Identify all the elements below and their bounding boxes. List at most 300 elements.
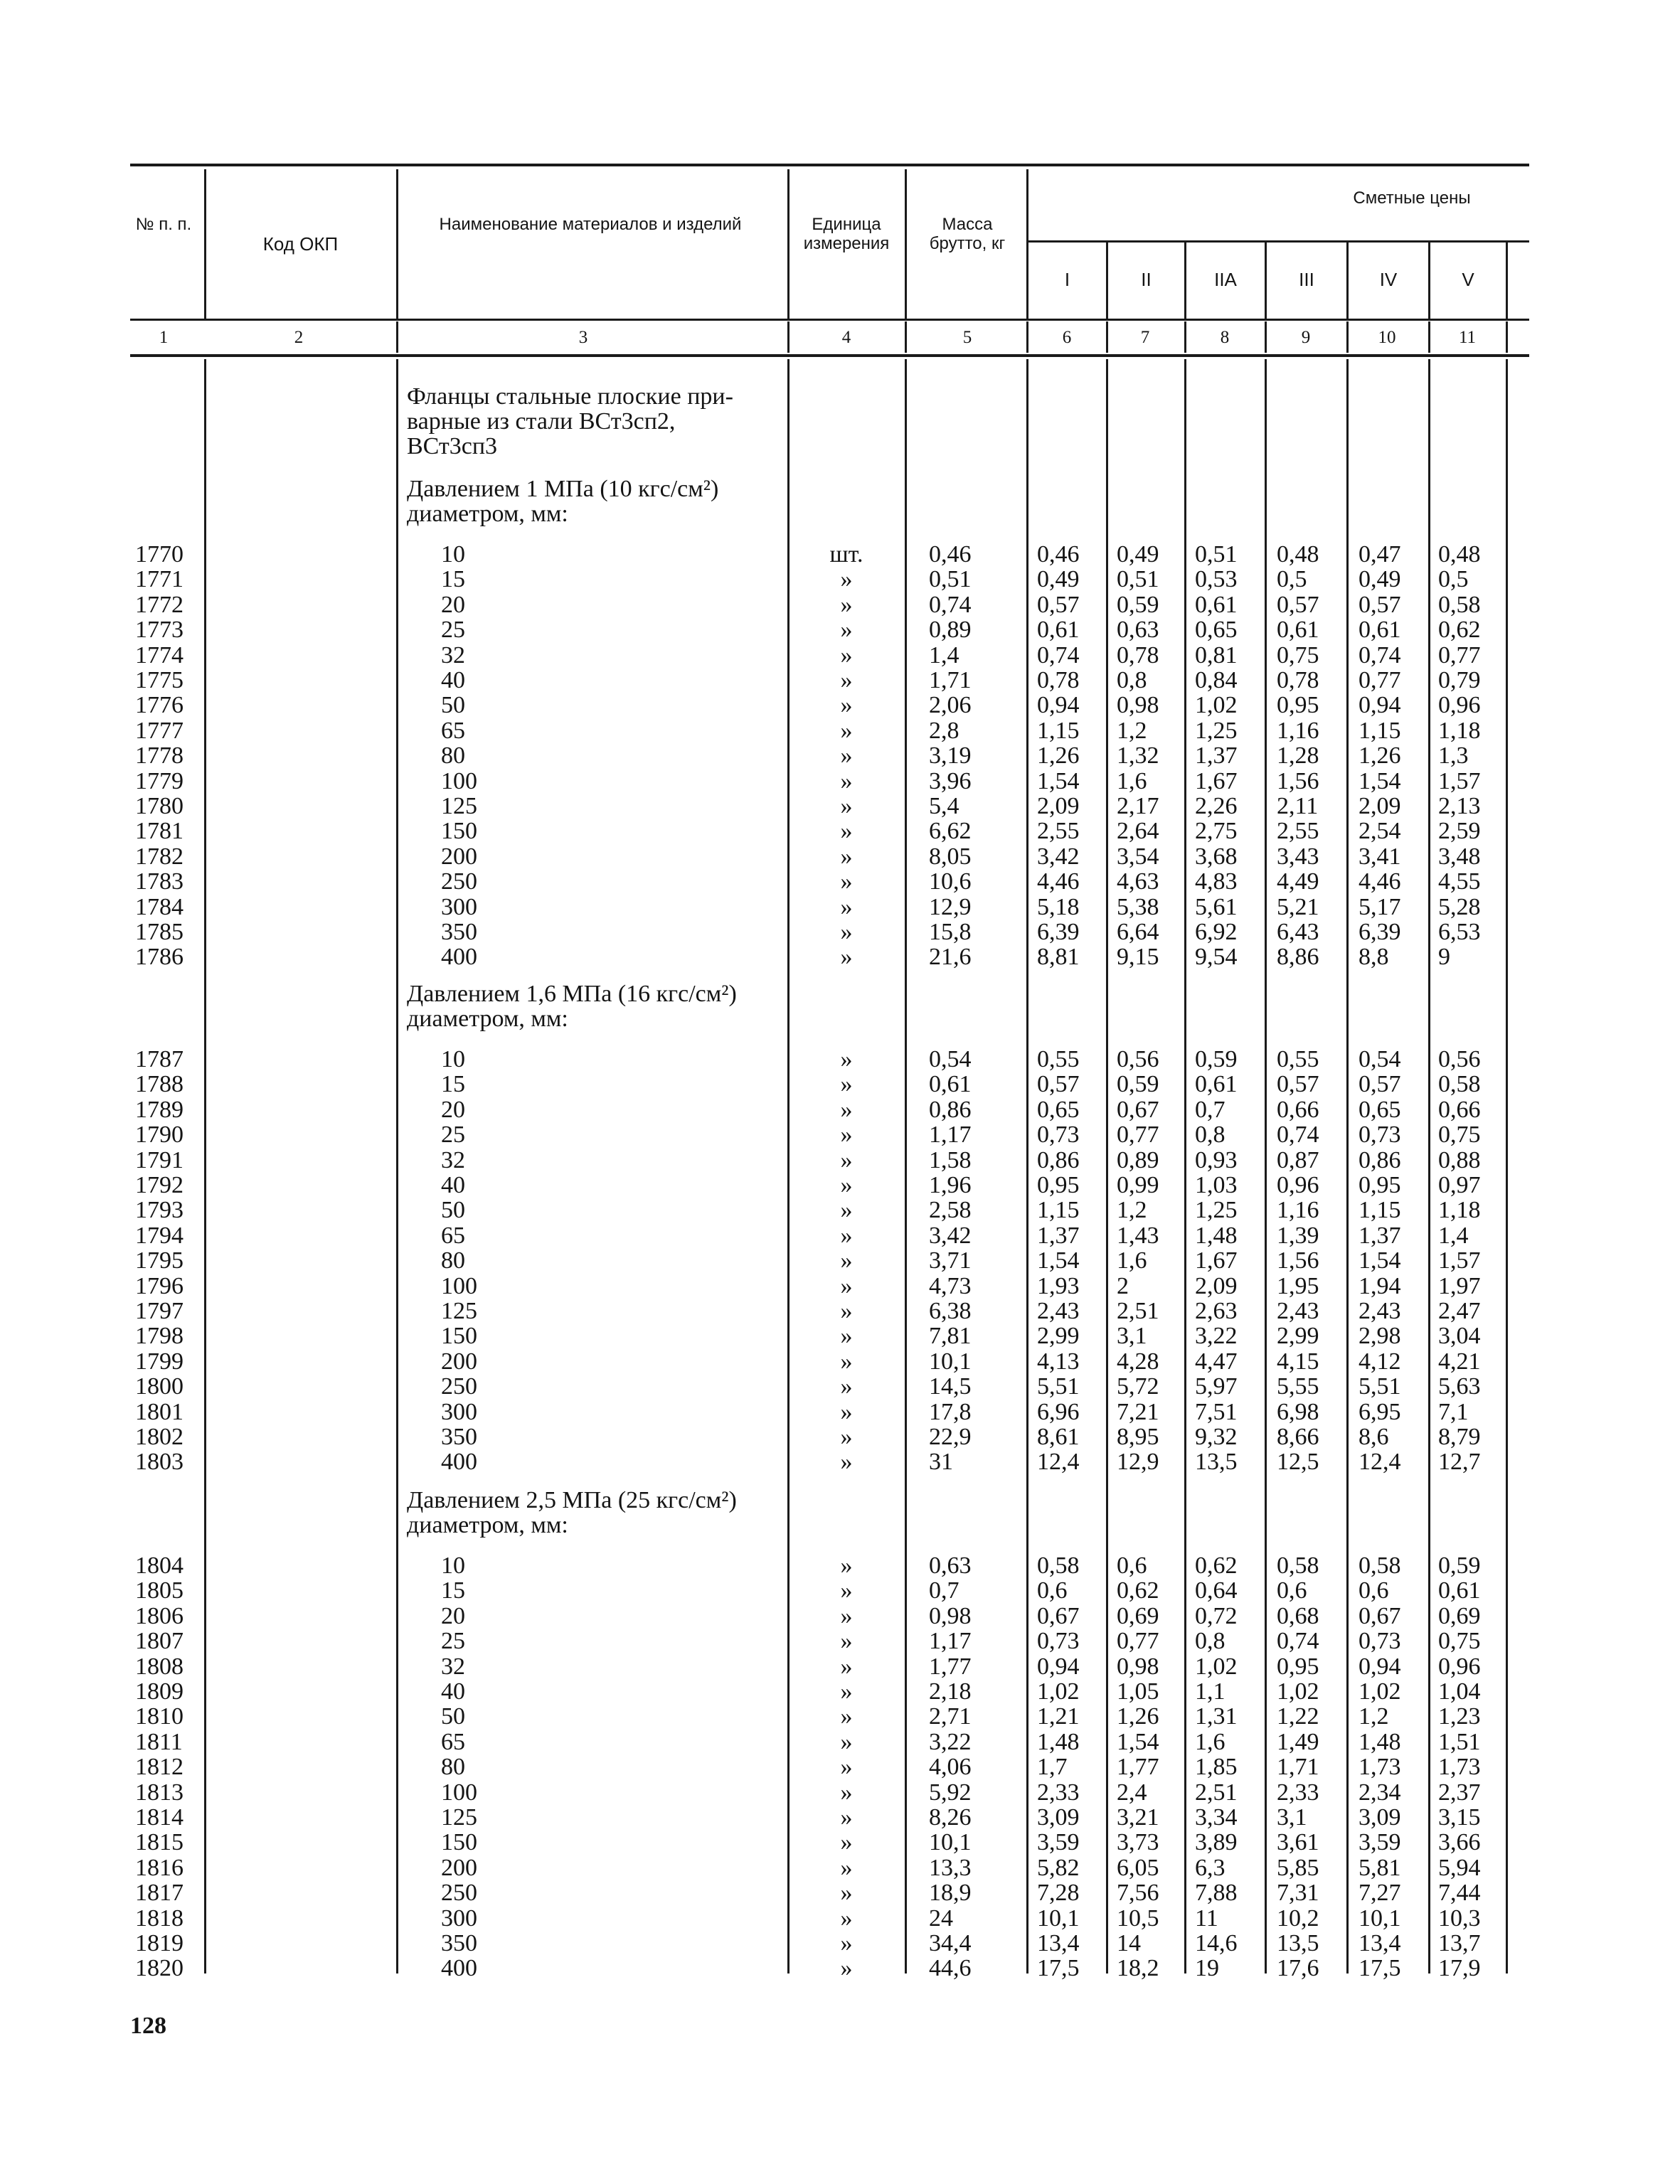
price-zone-II: 1,05 — [1117, 1678, 1159, 1705]
price-zone-II: 0,77 — [1117, 1628, 1159, 1655]
price-zone-IIA: 2,09 — [1195, 1272, 1238, 1299]
price-zone-IIA: 1,6 — [1195, 1728, 1226, 1755]
mass-gross: 2,06 — [929, 692, 972, 719]
price-zone-IIA: 0,93 — [1195, 1146, 1238, 1173]
price-zone-IIA: 2,51 — [1195, 1779, 1238, 1806]
price-zone-III: 3,61 — [1277, 1829, 1319, 1856]
row-number: 1820 — [135, 1955, 184, 1982]
diameter: 250 — [441, 1373, 477, 1400]
diameter: 150 — [441, 1829, 477, 1856]
unit: » — [840, 944, 853, 971]
price-zone-V: 1,4 — [1438, 1222, 1469, 1249]
diameter: 125 — [441, 1298, 477, 1324]
price-zone-IV: 1,94 — [1359, 1272, 1401, 1299]
diameter: 300 — [441, 1905, 477, 1932]
column-number: 10 — [1378, 328, 1396, 347]
colnum-divider — [1346, 321, 1349, 353]
price-zone-V: 1,3 — [1438, 742, 1469, 769]
mass-gross: 2,8 — [929, 717, 959, 744]
price-zone-IIA: 0,53 — [1195, 566, 1238, 593]
diameter: 200 — [441, 1348, 477, 1375]
unit: » — [840, 1096, 853, 1123]
price-zone-III: 0,48 — [1277, 541, 1319, 568]
price-zone-IV: 2,34 — [1359, 1779, 1401, 1806]
diameter: 400 — [441, 944, 477, 971]
row-number: 1786 — [135, 944, 184, 971]
price-zone-IIA: 4,83 — [1195, 868, 1238, 895]
diameter: 200 — [441, 843, 477, 870]
colnum-divider — [396, 321, 398, 353]
diameter: 150 — [441, 818, 477, 845]
body-divider — [1184, 359, 1186, 1973]
price-zone-I: 5,51 — [1037, 1373, 1080, 1400]
price-zone-V: 0,48 — [1438, 541, 1481, 568]
diameter: 25 — [441, 1628, 465, 1655]
page-number: 128 — [130, 2013, 166, 2039]
price-zone-III: 0,87 — [1277, 1146, 1319, 1173]
mass-gross: 3,71 — [929, 1247, 972, 1274]
price-zone-V: 7,44 — [1438, 1880, 1481, 1907]
price-zone-II: 0,98 — [1117, 692, 1159, 719]
unit: » — [840, 1703, 853, 1730]
price-zone-III: 0,78 — [1277, 667, 1319, 693]
unit: шт. — [829, 541, 863, 568]
diameter: 350 — [441, 919, 477, 945]
row-number: 1798 — [135, 1323, 184, 1350]
price-zone-V: 0,77 — [1438, 641, 1481, 668]
price-zone-II: 0,51 — [1117, 566, 1159, 593]
row-number: 1789 — [135, 1096, 184, 1123]
price-zone-V: 0,5 — [1438, 566, 1469, 593]
header-divider — [1026, 169, 1028, 319]
unit: » — [840, 893, 853, 920]
price-zone-II: 0,59 — [1117, 591, 1159, 618]
unit: » — [840, 1854, 853, 1881]
unit: » — [840, 1222, 853, 1249]
row-number: 1776 — [135, 692, 184, 719]
price-zone-II: 0,62 — [1117, 1577, 1159, 1604]
price-zone-V: 3,66 — [1438, 1829, 1481, 1856]
price-zone-III: 5,85 — [1277, 1854, 1319, 1881]
unit: » — [840, 1880, 853, 1907]
mass-gross: 3,42 — [929, 1222, 972, 1249]
row-number: 1781 — [135, 818, 184, 845]
price-zone-I: 13,4 — [1037, 1930, 1080, 1956]
price-zone-I: 0,94 — [1037, 1653, 1080, 1680]
price-zone-II: 5,38 — [1117, 893, 1159, 920]
mass-gross: 5,4 — [929, 793, 959, 819]
price-zone-II: 7,56 — [1117, 1880, 1159, 1907]
price-zone-III: 0,5 — [1277, 566, 1307, 593]
price-zone-IIA: 1,25 — [1195, 717, 1238, 744]
price-zone-II: 2,4 — [1117, 1779, 1147, 1806]
price-zone-III: 0,68 — [1277, 1602, 1319, 1629]
column-number: 8 — [1220, 328, 1230, 347]
diameter: 100 — [441, 1272, 477, 1299]
price-zone-III: 0,95 — [1277, 692, 1319, 719]
mass-gross: 1,77 — [929, 1653, 972, 1680]
price-zone-III: 12,5 — [1277, 1449, 1319, 1476]
price-zone-IV: 12,4 — [1359, 1449, 1401, 1476]
row-number: 1812 — [135, 1754, 184, 1781]
price-zone-II: 3,73 — [1117, 1829, 1159, 1856]
colnum-divider — [1026, 321, 1028, 353]
mass-gross: 10,1 — [929, 1829, 972, 1856]
price-zone-IV: 6,39 — [1359, 919, 1401, 945]
price-zone-V: 5,63 — [1438, 1373, 1481, 1400]
price-zone-III: 0,57 — [1277, 591, 1319, 618]
price-zone-III: 7,31 — [1277, 1880, 1319, 1907]
price-zone-IIA: 6,92 — [1195, 919, 1238, 945]
price-zone-I: 0,94 — [1037, 692, 1080, 719]
diameter: 15 — [441, 1071, 465, 1098]
price-zone-IV: 4,46 — [1359, 868, 1401, 895]
price-zone-III: 1,16 — [1277, 1197, 1319, 1224]
price-zone-V: 9 — [1438, 944, 1450, 971]
section-heading: Давлением 2,5 МПа (25 кгс/см²) — [407, 1487, 737, 1513]
price-zone-IIA: 0,59 — [1195, 1046, 1238, 1072]
price-zone-V: 17,9 — [1438, 1955, 1481, 1982]
price-zone-I: 0,49 — [1037, 566, 1080, 593]
price-zone-V: 4,55 — [1438, 868, 1481, 895]
price-zone-III: 6,43 — [1277, 919, 1319, 945]
price-zone-IV: 5,51 — [1359, 1373, 1401, 1400]
diameter: 20 — [441, 591, 465, 618]
row-number: 1787 — [135, 1046, 184, 1072]
mass-gross: 2,58 — [929, 1197, 972, 1224]
unit: » — [840, 1955, 853, 1982]
price-zone-V: 1,04 — [1438, 1678, 1481, 1705]
row-number: 1807 — [135, 1628, 184, 1655]
column-number: 11 — [1458, 328, 1477, 347]
header-mass: Масса брутто, кг — [929, 215, 1006, 253]
mass-gross: 10,1 — [929, 1348, 972, 1375]
price-zone-IV: 0,65 — [1359, 1096, 1401, 1123]
price-zone-III: 4,49 — [1277, 868, 1319, 895]
price-zone-V: 0,61 — [1438, 1577, 1481, 1604]
body-divider — [1346, 359, 1349, 1973]
diameter: 100 — [441, 1779, 477, 1806]
price-zone-I: 1,54 — [1037, 1247, 1080, 1274]
diameter: 50 — [441, 1703, 465, 1730]
price-zone-IV: 0,58 — [1359, 1552, 1401, 1579]
price-zone-II: 0,6 — [1117, 1552, 1147, 1579]
price-zone-II: 5,72 — [1117, 1373, 1159, 1400]
price-zone-III: 2,99 — [1277, 1323, 1319, 1350]
price-zone-III: 0,58 — [1277, 1552, 1319, 1579]
diameter: 15 — [441, 566, 465, 593]
row-number: 1817 — [135, 1880, 184, 1907]
mass-gross: 7,81 — [929, 1323, 972, 1350]
mass-gross: 0,63 — [929, 1552, 972, 1579]
price-zone-III: 0,74 — [1277, 1628, 1319, 1655]
mass-gross: 1,96 — [929, 1172, 972, 1198]
unit: » — [840, 667, 853, 693]
price-zone-IIA: 2,26 — [1195, 793, 1238, 819]
unit: » — [840, 1146, 853, 1173]
header-unit: Единица измерения — [803, 215, 890, 253]
price-zone-III: 10,2 — [1277, 1905, 1319, 1932]
row-number: 1797 — [135, 1298, 184, 1324]
price-zone-V: 0,75 — [1438, 1628, 1481, 1655]
price-zone-V: 0,79 — [1438, 667, 1481, 693]
row-number: 1796 — [135, 1272, 184, 1299]
price-zone-IV: 3,09 — [1359, 1804, 1401, 1831]
price-zone-IIA: 13,5 — [1195, 1449, 1238, 1476]
price-zone-I: 1,37 — [1037, 1222, 1080, 1249]
price-zone-I: 1,7 — [1037, 1754, 1068, 1781]
unit: » — [840, 818, 853, 845]
price-zone-IIA: 7,88 — [1195, 1880, 1238, 1907]
unit: » — [840, 1046, 853, 1072]
price-zone-IV: 0,94 — [1359, 692, 1401, 719]
price-zone-II: 1,6 — [1117, 1247, 1147, 1274]
row-number: 1808 — [135, 1653, 184, 1680]
price-zone-V: 1,23 — [1438, 1703, 1481, 1730]
price-zone-I: 1,02 — [1037, 1678, 1080, 1705]
mass-gross: 44,6 — [929, 1955, 972, 1982]
price-zone-IIA: 5,97 — [1195, 1373, 1238, 1400]
price-zone-IV: 4,12 — [1359, 1348, 1401, 1375]
price-zone-III: 8,66 — [1277, 1424, 1319, 1450]
group-header-rule — [1026, 240, 1529, 243]
diameter: 200 — [441, 1854, 477, 1881]
row-number: 1815 — [135, 1829, 184, 1856]
price-zone-IV: 1,15 — [1359, 717, 1401, 744]
price-zone-III: 2,55 — [1277, 818, 1319, 845]
colnum-divider — [1265, 321, 1267, 353]
price-zone-IIA: 1,1 — [1195, 1678, 1226, 1705]
unit: » — [840, 1930, 853, 1956]
price-zone-V: 1,57 — [1438, 767, 1481, 794]
price-zone-I: 2,99 — [1037, 1323, 1080, 1350]
colnum-divider — [787, 321, 790, 353]
price-zone-IV: 0,61 — [1359, 617, 1401, 644]
unit: » — [840, 591, 853, 618]
zone-header: I — [1064, 269, 1070, 290]
mass-gross: 21,6 — [929, 944, 972, 971]
zone-header: IIА — [1214, 269, 1237, 290]
price-zone-II: 0,59 — [1117, 1071, 1159, 1098]
price-zone-V: 1,51 — [1438, 1728, 1481, 1755]
mass-gross: 0,54 — [929, 1046, 972, 1072]
price-zone-I: 7,28 — [1037, 1880, 1080, 1907]
column-number: 7 — [1140, 328, 1150, 347]
diameter: 25 — [441, 1122, 465, 1149]
price-zone-III: 5,21 — [1277, 893, 1319, 920]
price-zone-V: 0,97 — [1438, 1172, 1481, 1198]
diameter: 10 — [441, 1552, 465, 1579]
price-zone-III: 0,55 — [1277, 1046, 1319, 1072]
unit: » — [840, 1829, 853, 1856]
row-number: 1777 — [135, 717, 184, 744]
diameter: 40 — [441, 1172, 465, 1198]
price-zone-IV: 5,17 — [1359, 893, 1401, 920]
price-zone-IV: 2,43 — [1359, 1298, 1401, 1324]
row-number: 1805 — [135, 1577, 184, 1604]
price-zone-I: 8,61 — [1037, 1424, 1080, 1450]
price-zone-V: 10,3 — [1438, 1905, 1481, 1932]
price-zone-I: 2,33 — [1037, 1779, 1080, 1806]
column-number: 2 — [294, 328, 304, 347]
price-zone-I: 0,67 — [1037, 1602, 1080, 1629]
price-zone-V: 0,56 — [1438, 1046, 1481, 1072]
price-zone-IV: 0,54 — [1359, 1046, 1401, 1072]
row-number: 1772 — [135, 591, 184, 618]
price-zone-V: 0,58 — [1438, 591, 1481, 618]
price-zone-II: 10,5 — [1117, 1905, 1159, 1932]
price-zone-V: 12,7 — [1438, 1449, 1481, 1476]
mass-gross: 0,86 — [929, 1096, 972, 1123]
section-heading: диаметром, мм: — [407, 1512, 568, 1538]
body-divider — [905, 359, 907, 1973]
price-zone-IIA: 3,89 — [1195, 1829, 1238, 1856]
price-zone-III: 8,86 — [1277, 944, 1319, 971]
price-zone-IIA: 0,64 — [1195, 1577, 1238, 1604]
unit: » — [840, 1122, 853, 1149]
unit: » — [840, 1197, 853, 1224]
unit: » — [840, 1247, 853, 1274]
unit: » — [840, 717, 853, 744]
price-zone-V: 0,69 — [1438, 1602, 1481, 1629]
mass-gross: 34,4 — [929, 1930, 972, 1956]
price-zone-IV: 5,81 — [1359, 1854, 1401, 1881]
mass-gross: 2,71 — [929, 1703, 972, 1730]
price-zone-I: 1,21 — [1037, 1703, 1080, 1730]
price-zone-V: 0,88 — [1438, 1146, 1481, 1173]
price-zone-V: 2,13 — [1438, 793, 1481, 819]
mass-gross: 1,58 — [929, 1146, 972, 1173]
row-number: 1782 — [135, 843, 184, 870]
row-number: 1816 — [135, 1854, 184, 1881]
price-zone-II: 0,89 — [1117, 1146, 1159, 1173]
price-zone-IV: 0,94 — [1359, 1653, 1401, 1680]
price-zone-I: 1,93 — [1037, 1272, 1080, 1299]
price-zone-IIA: 5,61 — [1195, 893, 1238, 920]
price-zone-I: 0,55 — [1037, 1046, 1080, 1072]
price-zone-V: 1,97 — [1438, 1272, 1481, 1299]
row-number: 1791 — [135, 1146, 184, 1173]
colnum-divider — [1428, 321, 1430, 353]
price-zone-II: 1,2 — [1117, 717, 1147, 744]
diameter: 250 — [441, 868, 477, 895]
price-zone-V: 5,94 — [1438, 1854, 1481, 1881]
unit: » — [840, 692, 853, 719]
price-zone-III: 0,6 — [1277, 1577, 1307, 1604]
price-zone-IIA: 0,8 — [1195, 1628, 1226, 1655]
mass-gross: 0,61 — [929, 1071, 972, 1098]
header-estimated-prices: Сметные цены — [1353, 188, 1471, 208]
price-zone-III: 0,61 — [1277, 617, 1319, 644]
diameter: 350 — [441, 1930, 477, 1956]
row-number: 1795 — [135, 1247, 184, 1274]
price-zone-II: 18,2 — [1117, 1955, 1159, 1982]
section-title-line: варные из стали ВСт3сп2, — [407, 408, 676, 435]
diameter: 65 — [441, 1728, 465, 1755]
price-zone-I: 10,1 — [1037, 1905, 1080, 1932]
price-zone-IIA: 0,8 — [1195, 1122, 1226, 1149]
unit: » — [840, 793, 853, 819]
price-zone-I: 6,96 — [1037, 1398, 1080, 1425]
unit: » — [840, 1653, 853, 1680]
row-number: 1784 — [135, 893, 184, 920]
price-zone-V: 4,21 — [1438, 1348, 1481, 1375]
unit: » — [840, 641, 853, 668]
diameter: 32 — [441, 1146, 465, 1173]
body-divider — [1506, 359, 1508, 1973]
mass-gross: 15,8 — [929, 919, 972, 945]
price-zone-IIA: 0,51 — [1195, 541, 1238, 568]
row-number: 1773 — [135, 617, 184, 644]
price-zone-III: 2,11 — [1277, 793, 1319, 819]
mass-gross: 1,4 — [929, 641, 959, 668]
price-zone-III: 2,43 — [1277, 1298, 1319, 1324]
price-zone-V: 2,47 — [1438, 1298, 1481, 1324]
zone-header: III — [1299, 269, 1314, 290]
price-zone-III: 1,39 — [1277, 1222, 1319, 1249]
row-number: 1811 — [135, 1728, 183, 1755]
price-zone-IV: 1,54 — [1359, 767, 1401, 794]
row-number: 1775 — [135, 667, 184, 693]
price-zone-V: 2,59 — [1438, 818, 1481, 845]
colnum-divider — [1184, 321, 1186, 353]
price-zone-IIA: 0,61 — [1195, 1071, 1238, 1098]
diameter: 20 — [441, 1096, 465, 1123]
row-number: 1771 — [135, 566, 184, 593]
mass-gross: 8,05 — [929, 843, 972, 870]
unit: » — [840, 617, 853, 644]
diameter: 15 — [441, 1577, 465, 1604]
price-zone-IV: 10,1 — [1359, 1905, 1401, 1932]
unit: » — [840, 919, 853, 945]
mass-gross: 0,46 — [929, 541, 972, 568]
mass-gross: 0,89 — [929, 617, 972, 644]
price-zone-II: 1,54 — [1117, 1728, 1159, 1755]
unit: » — [840, 1628, 853, 1655]
diameter: 65 — [441, 1222, 465, 1249]
mass-gross: 0,51 — [929, 566, 972, 593]
price-zone-IIA: 0,65 — [1195, 617, 1238, 644]
price-zone-II: 9,15 — [1117, 944, 1159, 971]
price-zone-IV: 0,95 — [1359, 1172, 1401, 1198]
row-number: 1809 — [135, 1678, 184, 1705]
price-zone-IV: 3,59 — [1359, 1829, 1401, 1856]
price-zone-IV: 1,48 — [1359, 1728, 1401, 1755]
price-zone-II: 0,8 — [1117, 667, 1147, 693]
body-divider — [1026, 359, 1028, 1973]
price-zone-IV: 13,4 — [1359, 1930, 1401, 1956]
table-top-rule — [130, 164, 1529, 166]
price-zone-I: 0,73 — [1037, 1122, 1080, 1149]
price-zone-II: 3,1 — [1117, 1323, 1147, 1350]
price-zone-III: 1,28 — [1277, 742, 1319, 769]
price-zone-I: 1,54 — [1037, 767, 1080, 794]
colnum-divider — [905, 321, 907, 353]
diameter: 25 — [441, 617, 465, 644]
row-number: 1780 — [135, 793, 184, 819]
mass-gross: 18,9 — [929, 1880, 972, 1907]
price-zone-IIA: 9,54 — [1195, 944, 1238, 971]
price-zone-I: 0,78 — [1037, 667, 1080, 693]
zone-header: IV — [1379, 269, 1398, 290]
price-zone-IIA: 0,7 — [1195, 1096, 1226, 1123]
mass-gross: 22,9 — [929, 1424, 972, 1450]
price-zone-I: 0,73 — [1037, 1628, 1080, 1655]
price-zone-IIA: 1,02 — [1195, 1653, 1238, 1680]
unit: » — [840, 843, 853, 870]
price-zone-IIA: 4,47 — [1195, 1348, 1238, 1375]
price-zone-IV: 1,37 — [1359, 1222, 1401, 1249]
